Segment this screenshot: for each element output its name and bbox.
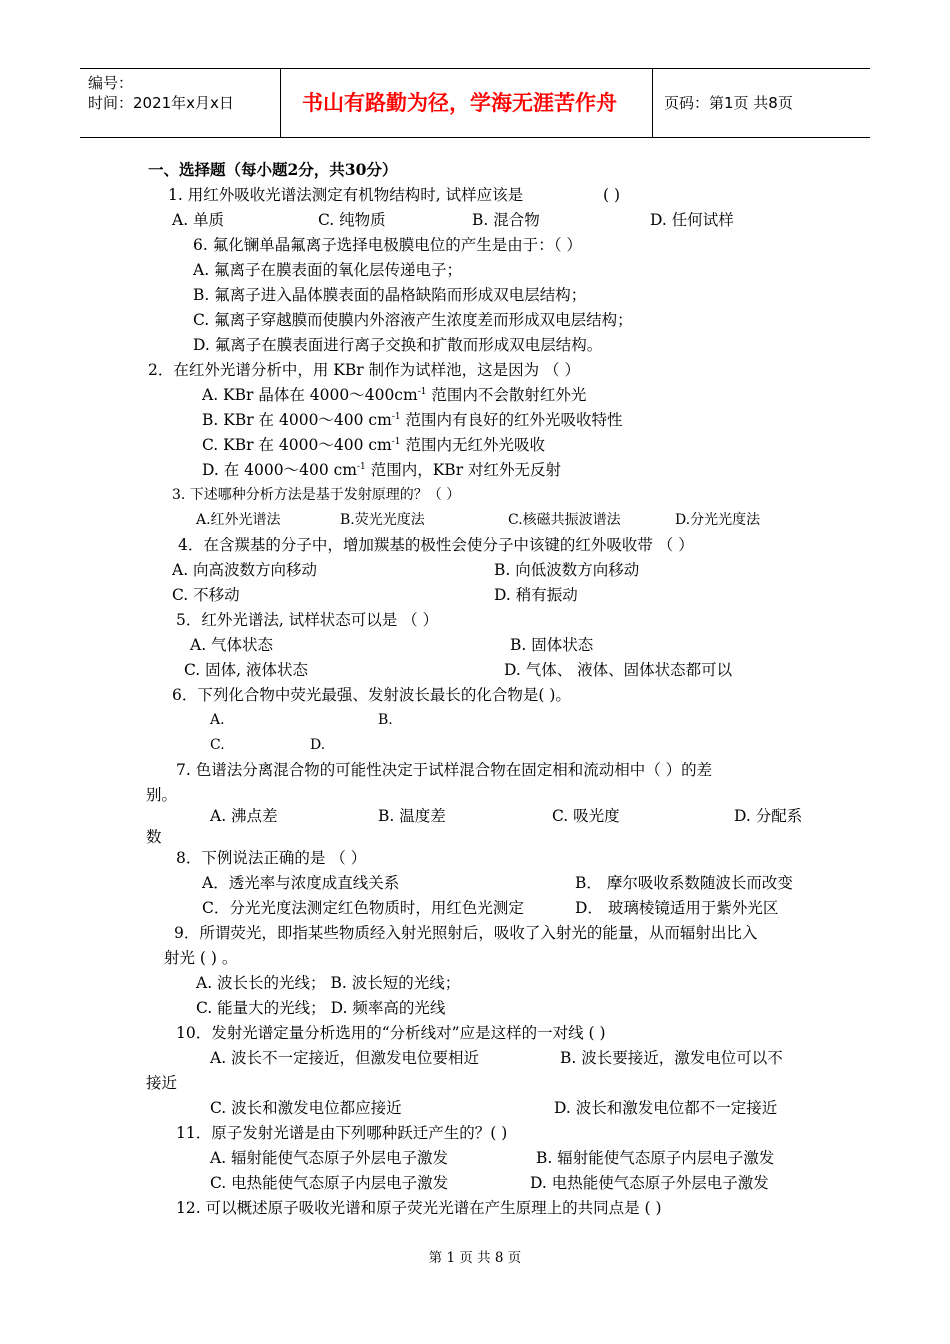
option: D. 在 4000～400 $cm^{-1}$ 范围内，KBr 对红外无反射 [202, 461, 562, 479]
page-info: 页码：第1页 共8页 [664, 94, 793, 112]
header-divider [652, 69, 653, 137]
option: A. 波长长的光线； B. 波长短的光线； [196, 974, 461, 992]
question-5: 5．红外光谱法, 试样状态可以是 （ ） [176, 611, 439, 629]
option: A. 向高波数方向移动 [172, 561, 318, 579]
option: C. [210, 737, 225, 753]
question-6a: 6. 氟化镧单晶氟离子选择电极膜电位的产生是由于：（ ） [193, 236, 582, 254]
option: B. [378, 712, 393, 728]
option: D. 稍有振动 [494, 586, 578, 604]
answer-bracket: ( ) [603, 186, 621, 204]
option: D. 氟离子在膜表面进行离子交换和扩散而形成双电层结构。 [193, 336, 603, 354]
option: C. 电热能使气态原子内层电子激发 [210, 1174, 449, 1192]
option: C.核磁共振波谱法 [508, 512, 621, 528]
option: B.荧光光度法 [340, 512, 425, 528]
option: A. 沸点差 [210, 807, 278, 825]
section-title: 一、选择题（每小题2分，共30分） [148, 160, 398, 179]
option: B. 混合物 [472, 211, 540, 229]
page-header [80, 68, 870, 138]
option: A. [210, 712, 225, 728]
option: C. 固体, 液体状态 [184, 661, 309, 679]
option: D. 电热能使气态原子外层电子激发 [530, 1174, 769, 1192]
option: B. 固体状态 [510, 636, 594, 654]
option: D.分光光度法 [675, 512, 761, 528]
option: D. 气体、 液体、固体状态都可以 [504, 661, 733, 679]
option: A. KBr 晶体在 $4000\sim 400cm^{-1}$ 范围内不会散射红外光 [202, 386, 587, 404]
question-4: 4．在含羰基的分子中，增加羰基的极性会使分子中该键的红外吸收带 （ ） [178, 536, 694, 554]
option: B. 辐射能使气态原子内层电子激发 [536, 1149, 775, 1167]
option: A. 气体状态 [190, 636, 274, 654]
header-divider [280, 69, 281, 137]
option: B. KBr 在 4000～400 $cm^{-1}$ 范围内有良好的红外光吸收特性 [202, 411, 623, 429]
question-7: 7. 色谱法分离混合物的可能性决定于试样混合物在固定相和流动相中（ ）的差 [176, 761, 713, 779]
option: C. KBr 在 4000～400 $cm^{-1}$ 范围内无红外光吸收 [202, 436, 545, 454]
motto: 书山有路勤为径，学海无涯苦作舟 [302, 91, 617, 115]
question-9-cont: 射光 ( ) 。 [164, 949, 238, 967]
question-2: 2．在红外光谱分析中，用 KBr 制作为试样池，这是因为 （ ） [148, 361, 580, 379]
question-12: 12. 可以概述原子吸收光谱和原子荧光光谱在产生原理上的共同点是 ( ) [176, 1199, 662, 1217]
option: A.红外光谱法 [196, 512, 281, 528]
option: B． 摩尔吸收系数随波长而改变 [575, 874, 793, 892]
question-7-cont: 别。 [146, 786, 178, 804]
option: A. 氟离子在膜表面的氧化层传递电子； [193, 261, 463, 279]
question-11: 11．原子发射光谱是由下列哪种跃迁产生的？( ) [176, 1124, 508, 1142]
option: B. 波长要接近，激发电位可以不 [560, 1049, 783, 1067]
option: C. 不移动 [172, 586, 240, 604]
option: B. 温度差 [378, 807, 446, 825]
number-label: 编号： [88, 74, 134, 92]
option-cont: 接近 [146, 1074, 178, 1092]
option: D． 玻璃棱镜适用于紫外光区 [575, 899, 779, 917]
question-1: 1. 用红外吸收光谱法测定有机物结构时, 试样应该是 [168, 186, 524, 204]
option: A. 波长不一定接近，但激发电位要相近 [210, 1049, 480, 1067]
option: D. [310, 737, 326, 753]
option: D. 任何试样 [650, 211, 734, 229]
option: A．透光率与浓度成直线关系 [202, 874, 400, 892]
option: C. 吸光度 [552, 807, 620, 825]
option: C. 氟离子穿越膜而使膜内外溶液产生浓度差而形成双电层结构； [193, 311, 633, 329]
question-10: 10．发射光谱定量分析选用的“分析线对”应是这样的一对线 ( ) [176, 1024, 606, 1042]
question-6: 6．下列化合物中荧光最强、发射波长最长的化合物是( )。 [172, 686, 571, 704]
option-cont: 数 [146, 828, 162, 846]
option: B. 氟离子进入晶体膜表面的晶格缺陷而形成双电层结构； [193, 286, 587, 304]
question-9: 9．所谓荧光，即指某些物质经入射光照射后，吸收了入射光的能量，从而辐射出比入 [174, 924, 758, 942]
option: C. 波长和激发电位都应接近 [210, 1099, 402, 1117]
question-8: 8．下例说法正确的是 （ ） [176, 849, 367, 867]
page-footer: 第 1 页 共 8 页 [428, 1250, 522, 1266]
option: A. 单质 [172, 211, 225, 229]
question-3: 3. 下述哪种分析方法是基于发射原理的？（ ） [172, 487, 461, 503]
option: D. 分配系 [734, 807, 803, 825]
option: D. 波长和激发电位都不一定接近 [554, 1099, 778, 1117]
option: C. 能量大的光线； D. 频率高的光线 [196, 999, 446, 1017]
option: A. 辐射能使气态原子外层电子激发 [210, 1149, 449, 1167]
option: B. 向低波数方向移动 [494, 561, 640, 579]
option: C. 纯物质 [318, 211, 386, 229]
option: C．分光光度法测定红色物质时，用红色光测定 [202, 899, 524, 917]
time-label: 时间：2021年x月x日 [88, 94, 234, 112]
